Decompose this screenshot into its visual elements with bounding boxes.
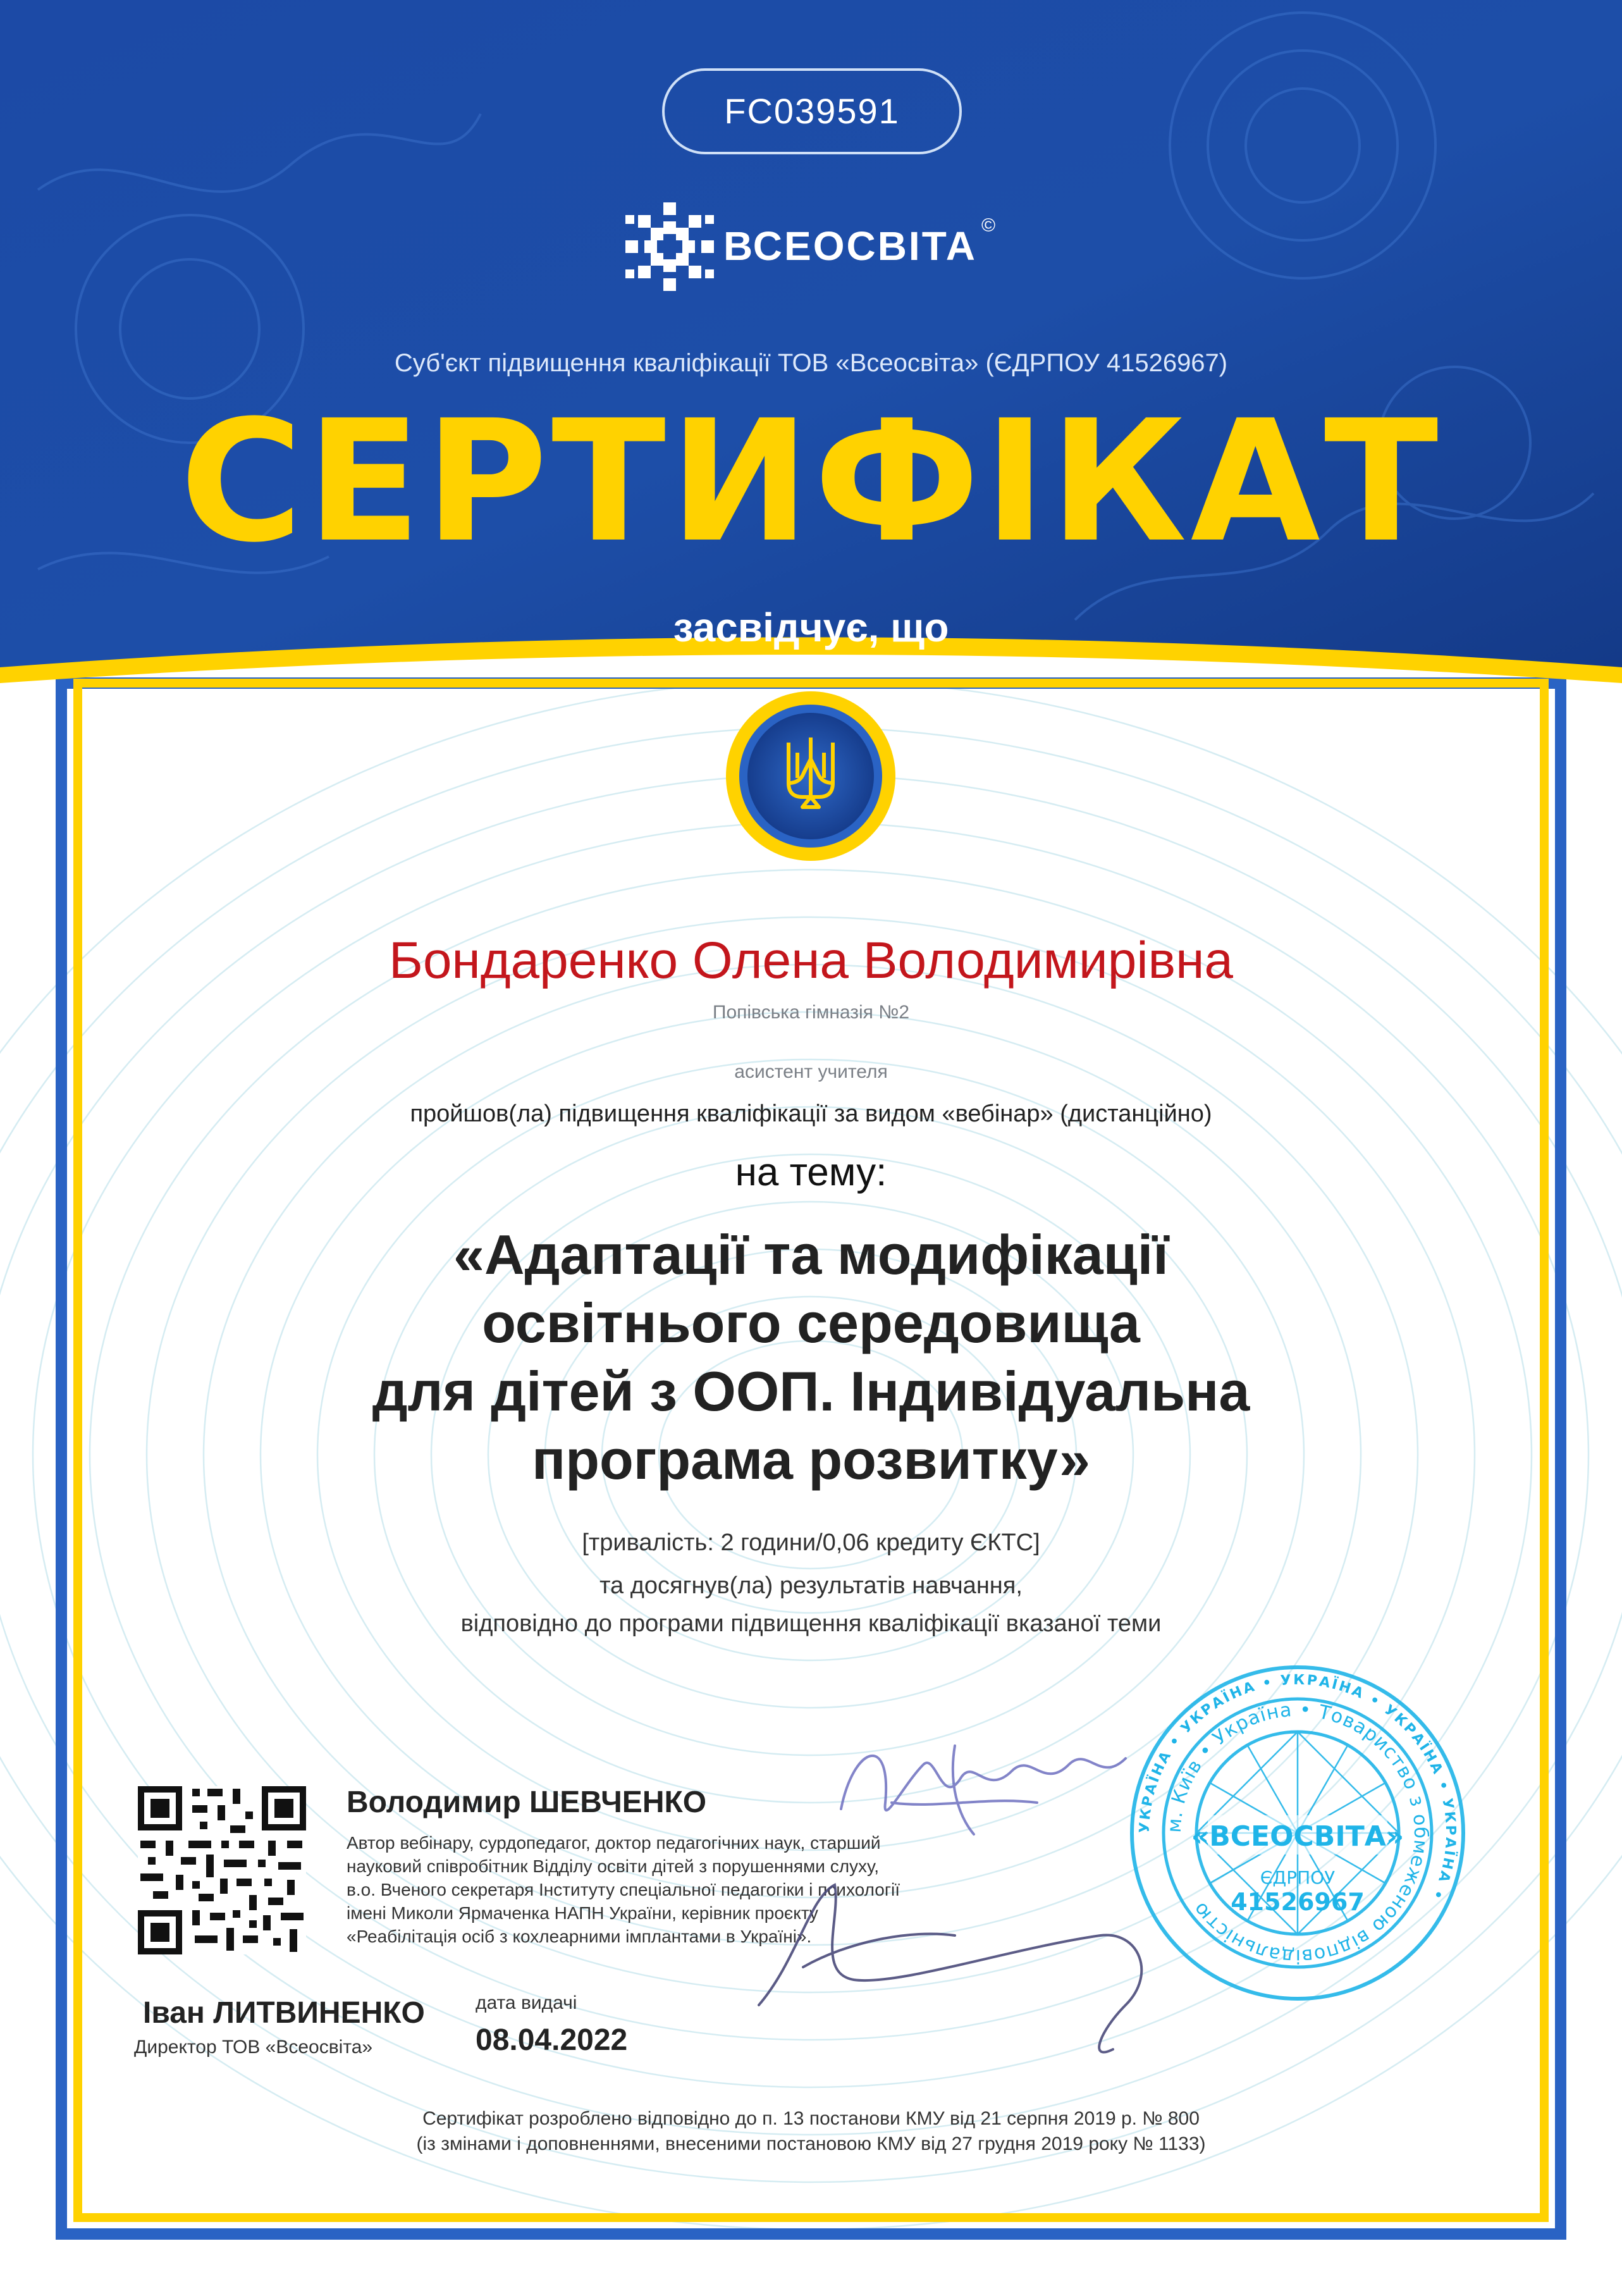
course-topic (0, 1221, 1622, 1494)
issue-date: 08.04.2022 (476, 2023, 628, 2057)
author-name: Володимир ШЕВЧЕНКО (347, 1786, 707, 1819)
company-stamp (1127, 1662, 1468, 2004)
course-topic-line: освітнього середовища (482, 1292, 1140, 1354)
course-topic-line: «Адаптації та модифікації (453, 1223, 1169, 1286)
legal-footnote-1: Сертифікат розроблено відповідно до п. 13 постанови КМУ від 21 серпня 2019 р. № 800 (422, 2108, 1200, 2129)
stamp-outer-text: УКРАЇНА • УКРАЇНА • УКРАЇНА • УКРАЇНА • УКРАЇНА • (1136, 1672, 1459, 1904)
completion-text: пройшов(ла) підвищення кваліфікації за видом «вебінар» (дистанційно) (410, 1101, 1212, 1127)
author-description-line: в.о. Вченого секретаря Інституту спеціальної педагогіки і психології (347, 1880, 900, 1899)
certifies-text: засвідчує, що (673, 605, 949, 650)
certificate-id: FC039591 (662, 68, 962, 154)
ukrainian-trident-icon (782, 734, 839, 816)
brand-copyright-mark: © (981, 215, 996, 236)
brand-name: ВСЕОСВІТА (723, 223, 977, 269)
legal-footnote-2: (із змінами і доповненнями, внесеними постановою КМУ від 27 грудня 2019 року № 1133) (416, 2133, 1206, 2154)
recipient-school: Попівська гімназія №2 (712, 1002, 910, 1023)
qr-code-icon (138, 1786, 306, 1954)
snowflake-ornament-icon (622, 199, 717, 294)
results-line-1: та досягнув(ла) результатів навчання, (599, 1572, 1023, 1599)
course-duration: [тривалість: 2 години/0,06 кредиту ЄКТС] (582, 1529, 1040, 1556)
recipient-position: асистент учителя (734, 1061, 888, 1082)
stamp-code: 41526967 (1231, 1888, 1365, 1916)
subject-line: Суб'єкт підвищення кваліфікації ТОВ «Всеосвіта» (ЄДРПОУ 41526967) (394, 349, 1228, 377)
director-name: Іван ЛИТВИНЕНКО (143, 1996, 425, 2030)
on-topic-label: на тему: (735, 1151, 887, 1194)
author-description-line: «Реабілітація осіб з кохлеарними імплантами в Україні». (347, 1927, 812, 1946)
certificate-title: СЕРТИФІКАТ (180, 385, 1442, 579)
author-description-line: Автор вебінару, сурдопедагог, доктор педагогічних наук, старший (347, 1833, 881, 1853)
course-topic-line: для дітей з ООП. Індивідуальна (372, 1360, 1250, 1423)
stamp-ring-text: м. Київ • Україна • Товариство з обмеженою відповідальністю (1163, 1698, 1432, 1968)
recipient-name: Бондаренко Олена Володимирівна (389, 932, 1233, 989)
director-title: Директор ТОВ «Всеосвіта» (134, 2037, 373, 2058)
stamp-code-label: ЄДРПОУ (1260, 1867, 1336, 1888)
results-line-2: відповідно до програми підвищення кваліфікації вказаної теми (460, 1610, 1162, 1637)
stamp-center-name: «ВСЕОСВІТА» (1191, 1820, 1404, 1853)
issue-date-label: дата видачі (476, 1992, 577, 2013)
course-topic-line: програма розвитку» (532, 1428, 1090, 1491)
author-description-line: імені Миколи Ярмаченка НАПН України, керівник проєкту (347, 1903, 818, 1923)
author-description-line: науковий співробітник Відділу освіти дітей з порушеннями слуху, (347, 1856, 880, 1876)
